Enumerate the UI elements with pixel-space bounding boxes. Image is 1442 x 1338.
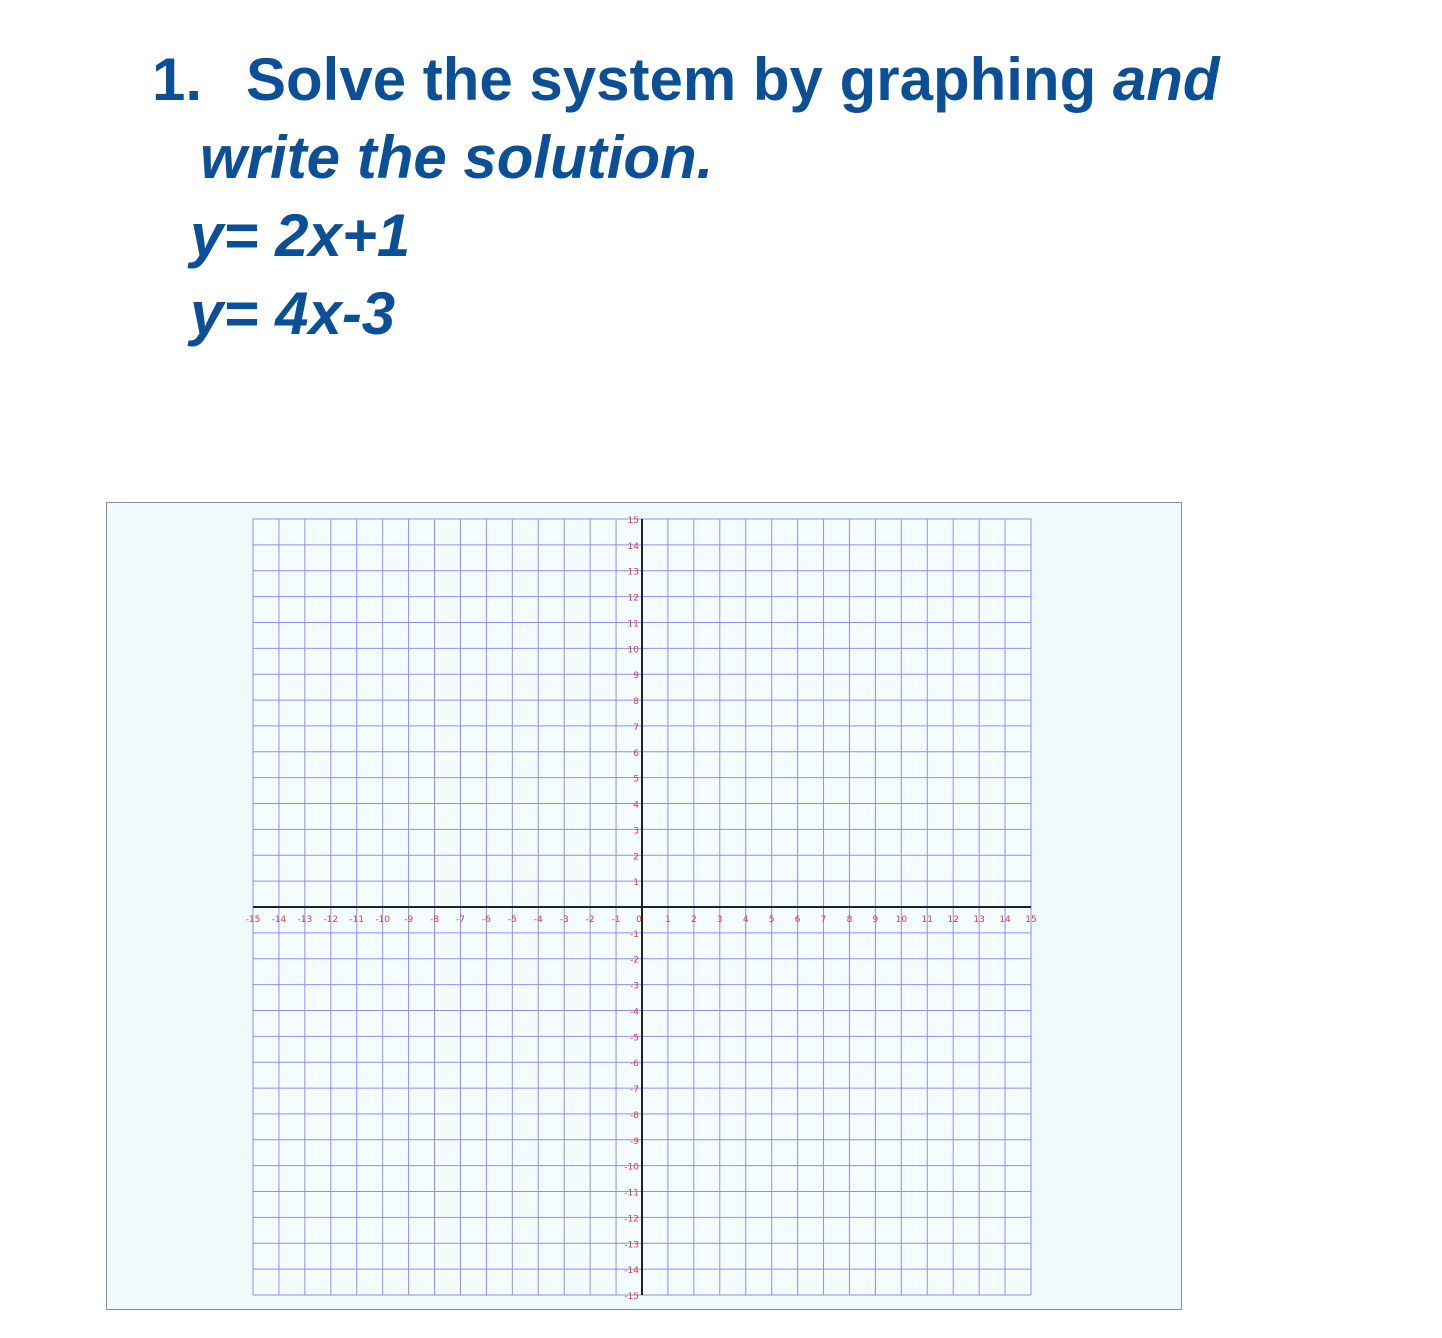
x-tick-label: -12 bbox=[323, 915, 339, 925]
y-tick-label: 13 bbox=[627, 567, 639, 578]
x-tick-label: -7 bbox=[455, 915, 465, 925]
x-tick-label: 1 bbox=[665, 915, 671, 925]
y-tick-label: -10 bbox=[624, 1162, 639, 1173]
x-tick-label: 5 bbox=[768, 915, 775, 925]
x-tick-label: 8 bbox=[846, 915, 853, 925]
x-tick-label: -15 bbox=[245, 915, 261, 925]
x-tick-label: -13 bbox=[297, 915, 313, 925]
x-tick-label: -2 bbox=[585, 915, 595, 925]
y-tick-label: 14 bbox=[627, 541, 639, 552]
x-tick-label: 14 bbox=[999, 915, 1011, 925]
y-tick-label: 1 bbox=[633, 878, 639, 889]
question-instruction-line1 bbox=[246, 46, 1220, 113]
y-tick-label: -6 bbox=[630, 1059, 639, 1070]
x-tick-label: 12 bbox=[947, 915, 959, 925]
y-tick-label: 10 bbox=[627, 645, 639, 656]
x-tick-label: 0 bbox=[636, 915, 642, 925]
y-tick-label: 6 bbox=[633, 748, 639, 759]
y-tick-label: -3 bbox=[630, 981, 639, 992]
question-block bbox=[0, 0, 1442, 360]
x-tick-label: -9 bbox=[404, 915, 414, 925]
x-tick-label: -3 bbox=[559, 915, 569, 925]
x-tick-label: -10 bbox=[375, 915, 391, 925]
y-tick-label: -11 bbox=[624, 1188, 639, 1199]
x-tick-label: 13 bbox=[973, 915, 985, 925]
x-tick-label: 11 bbox=[921, 915, 933, 925]
y-tick-label: 9 bbox=[633, 671, 639, 682]
y-tick-label: 5 bbox=[633, 774, 639, 785]
y-tick-label: -5 bbox=[630, 1033, 639, 1044]
x-tick-label: 15 bbox=[1025, 915, 1037, 925]
question-number: 1. bbox=[152, 46, 203, 113]
question-instruction-emphasis: and bbox=[1112, 46, 1220, 113]
x-tick-label: 6 bbox=[794, 915, 801, 925]
y-tick-label: -1 bbox=[630, 929, 639, 940]
y-tick-label: -9 bbox=[630, 1136, 639, 1147]
coordinate-grid-panel bbox=[106, 502, 1182, 1310]
y-tick-label: -13 bbox=[624, 1240, 639, 1251]
y-tick-label: -4 bbox=[630, 1007, 639, 1018]
x-tick-label: -8 bbox=[430, 915, 440, 925]
y-tick-label: 3 bbox=[633, 826, 639, 837]
x-tick-label: 7 bbox=[820, 915, 827, 925]
coordinate-grid[interactable] bbox=[107, 503, 1183, 1311]
y-tick-label: -8 bbox=[630, 1110, 639, 1121]
y-tick-label: 12 bbox=[627, 593, 639, 604]
y-tick-label: 2 bbox=[633, 852, 639, 863]
y-tick-label: 7 bbox=[633, 722, 639, 733]
x-tick-label: -1 bbox=[611, 915, 621, 925]
x-tick-label: 9 bbox=[872, 915, 879, 925]
x-tick-label: 10 bbox=[895, 915, 908, 925]
x-tick-label: 2 bbox=[690, 915, 697, 925]
y-tick-label: 11 bbox=[627, 619, 639, 630]
y-tick-label: -15 bbox=[624, 1292, 639, 1302]
y-tick-label: -7 bbox=[630, 1085, 639, 1096]
y-tick-label: -2 bbox=[630, 955, 639, 966]
equation-2: y= 4x-3 bbox=[190, 280, 396, 347]
y-tick-label: -14 bbox=[624, 1266, 639, 1277]
question-instruction-main: Solve the system by graphing bbox=[246, 46, 1113, 113]
x-tick-label: -11 bbox=[349, 915, 365, 925]
x-tick-label: -4 bbox=[533, 915, 543, 925]
x-tick-label: 3 bbox=[716, 915, 723, 925]
x-tick-label: 4 bbox=[742, 915, 749, 925]
y-tick-label: -12 bbox=[624, 1214, 639, 1225]
y-tick-label: 15 bbox=[627, 516, 639, 526]
x-tick-label: -6 bbox=[481, 915, 491, 925]
y-tick-label: 4 bbox=[633, 800, 639, 811]
x-tick-label: -14 bbox=[271, 915, 287, 925]
y-tick-label: 8 bbox=[633, 697, 639, 708]
x-tick-label: -5 bbox=[507, 915, 517, 925]
question-instruction-line2: write the solution. bbox=[200, 124, 714, 191]
equation-1: y= 2x+1 bbox=[190, 202, 411, 269]
